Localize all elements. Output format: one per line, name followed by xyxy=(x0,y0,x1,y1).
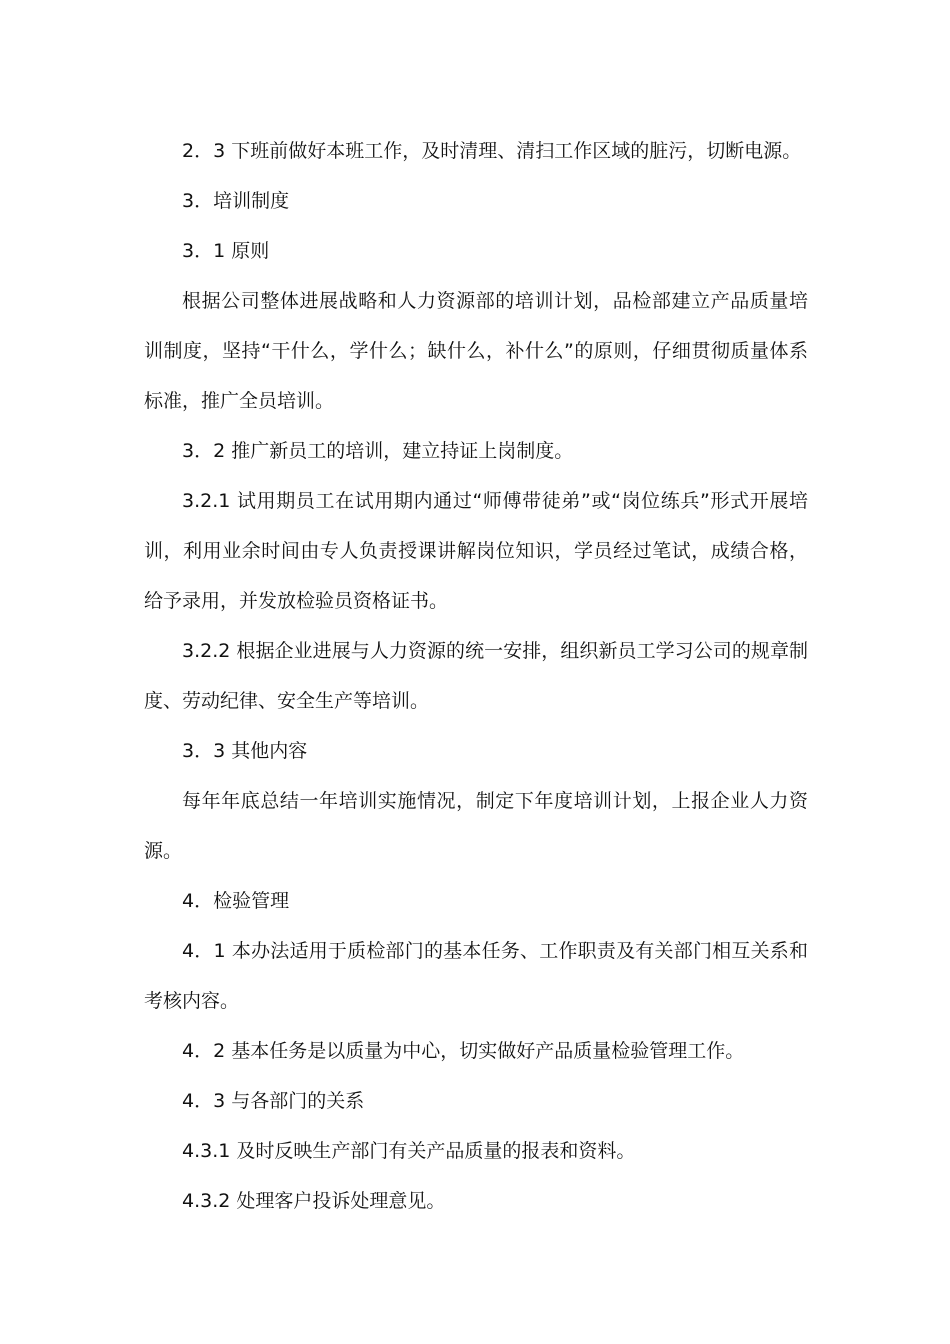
heading-4-inspection: 4．检验管理 xyxy=(182,890,290,912)
paragraph-3-2-2: 3.2.2 根据企业进展与人力资源的统一安排，组织新员工学习公司的规章制度、劳动纪律、安全生产等培训。 xyxy=(144,640,808,712)
paragraph-3-1-body: 根据公司整体进展战略和人力资源部的培训计划，品检部建立产品质量培训制度，坚持“干什么，学什么；缺什么，补什么”的原则，仔细贯彻质量体系标准，推广全员培训。 xyxy=(144,290,808,412)
heading-3-1-principle: 3．1 原则 xyxy=(182,240,270,262)
paragraph-4-2: 4．2 基本任务是以质量为中心，切实做好产品质量检验管理工作。 xyxy=(182,1040,745,1062)
paragraph-4-3-2: 4.3.2 处理客户投诉处理意见。 xyxy=(182,1190,446,1212)
paragraph-3-2: 3．2 推广新员工的培训，建立持证上岗制度。 xyxy=(182,440,574,462)
paragraph-3-2-1: 3.2.1 试用期员工在试用期内通过“师傅带徒弟”或“岗位练兵”形式开展培训，利用业余时间由专人负责授课讲解岗位知识，学员经过笔试，成绩合格，给予录用，并发放检验员资格证书。 xyxy=(144,490,808,612)
paragraph-4-3-1: 4.3.1 及时反映生产部门有关产品质量的报表和资料。 xyxy=(182,1140,636,1162)
heading-3-3-other: 3．3 其他内容 xyxy=(182,740,308,762)
paragraph-2-3: 2．3 下班前做好本班工作，及时清理、清扫工作区域的脏污，切断电源。 xyxy=(182,140,802,162)
heading-4-3-relations: 4．3 与各部门的关系 xyxy=(182,1090,365,1112)
heading-3-training: 3．培训制度 xyxy=(182,190,290,212)
paragraph-3-3-body: 每年年底总结一年培训实施情况，制定下年度培训计划，上报企业人力资源。 xyxy=(144,790,808,862)
paragraph-4-1: 4．1 本办法适用于质检部门的基本任务、工作职责及有关部门相互关系和考核内容。 xyxy=(144,940,808,1012)
